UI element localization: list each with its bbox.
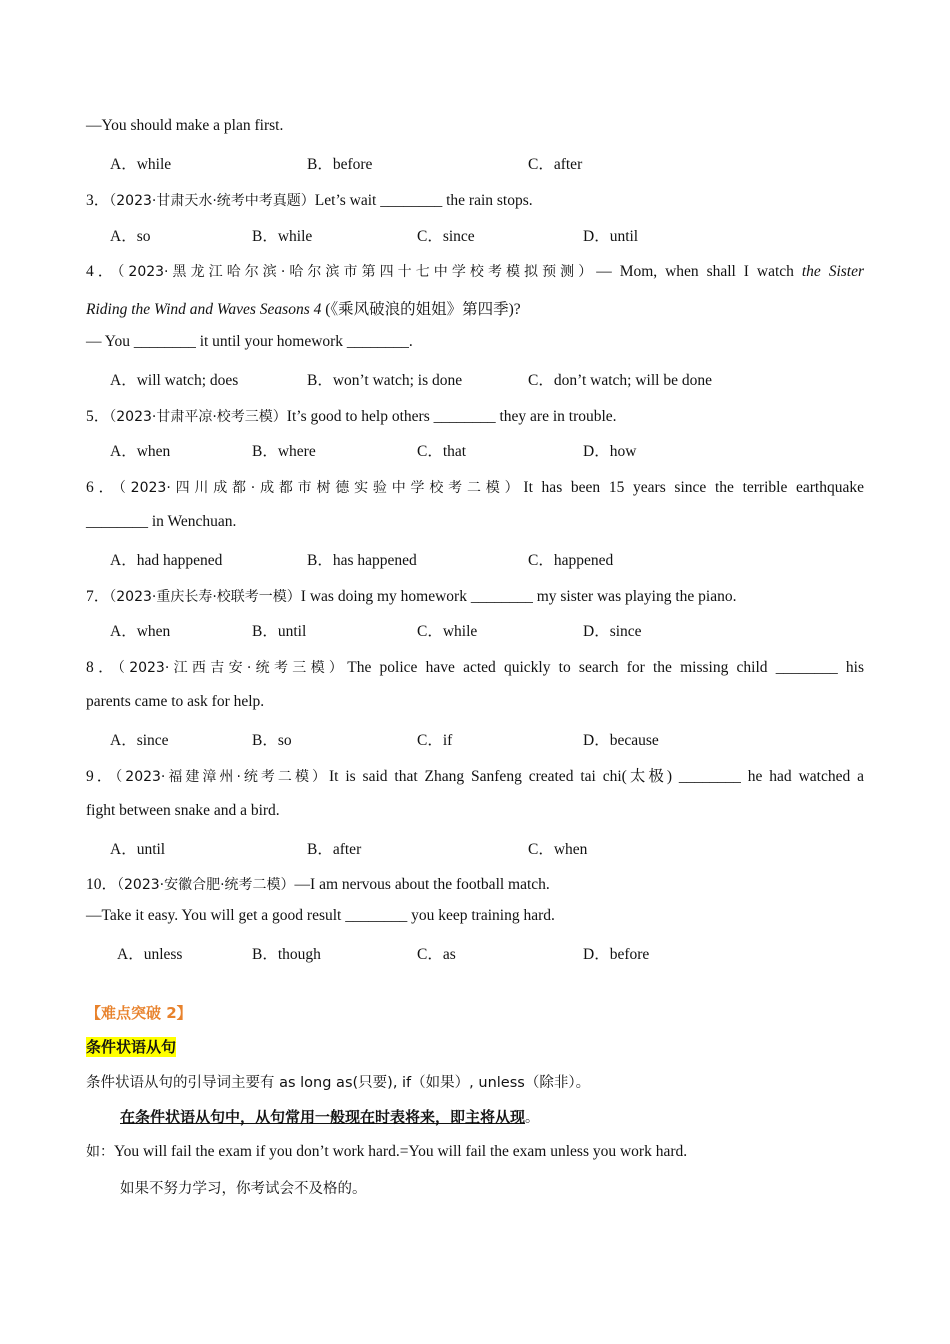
q10-stem: —I am nervous about the football match.	[294, 876, 550, 893]
example-prefix: 如：	[86, 1144, 114, 1160]
q7-source: （2023·重庆长寿·校联考一模）	[109, 589, 301, 605]
q3-option-b[interactable]: B．while	[252, 228, 313, 245]
q7-number: 7．	[86, 588, 110, 605]
q6-number: 6．	[86, 479, 119, 496]
section-rule-line	[120, 1106, 539, 1127]
q10-number: 10．	[86, 876, 118, 893]
q9-stem-line-1	[86, 764, 864, 786]
q6-stem-line-1	[86, 475, 864, 497]
q10-stem-line	[86, 872, 550, 894]
q4-title-b: Riding the Wind and Waves Seasons 4	[86, 301, 322, 318]
q4-source: （2023·黑龙江哈尔滨·哈尔滨市第四十七中学校考模拟预测）	[117, 264, 597, 280]
q5-source: （2023·甘肃平凉·校考三模）	[109, 409, 287, 425]
q4-title-a: the Sister	[801, 263, 864, 280]
q8-option-b[interactable]: B．so	[252, 732, 292, 749]
q6-option-c[interactable]: C．happened	[528, 552, 614, 569]
q3-option-c[interactable]: C．since	[417, 228, 475, 245]
q10-answer-line: —Take it easy. You will get a good result ________ you keep training hard.	[86, 907, 555, 924]
q4-stem-a: — Mom, when shall I watch	[596, 263, 802, 280]
q3-stem-line	[86, 188, 533, 210]
q3-option-a[interactable]: A．so	[110, 228, 151, 245]
q8-option-a[interactable]: A．since	[110, 732, 169, 749]
section-heading: 条件状语从句	[86, 1038, 177, 1056]
example-cn: 如果不努力学习，你考试会不及格的。	[120, 1181, 367, 1197]
q9-stem-line-2: fight between snake and a bird.	[86, 802, 280, 819]
q7-option-c[interactable]: C．while	[417, 623, 478, 640]
q6-option-b[interactable]: B．has happened	[307, 552, 417, 569]
section-example-line	[86, 1141, 687, 1161]
q10-option-c[interactable]: C．as	[417, 946, 456, 963]
section-rule: 在条件状语从句中，从句常用一般现在时表将来，即主将从现	[120, 1108, 526, 1126]
q3-stem: Let’s wait ________ the rain stops.	[314, 192, 533, 209]
q2-answer-line: —You should make a plan first.	[86, 117, 284, 134]
q8-stem-line-1	[86, 655, 864, 677]
q5-stem: It’s good to help others ________ they are in trouble.	[286, 408, 617, 425]
section-rule-end: 。	[525, 1110, 540, 1126]
q7-option-a[interactable]: A．when	[110, 623, 171, 640]
q4-stem-b: (《乘风破浪的姐姐》第四季)?	[321, 301, 521, 318]
q9-stem-a: It is said that Zhang Sanfeng created tai chi(太极) ________ he had watched a	[328, 768, 864, 785]
q7-option-d[interactable]: D．since	[583, 623, 642, 640]
q5-option-b[interactable]: B．where	[252, 443, 316, 460]
section-intro: 条件状语从句的引导词主要有 as long as(只要), if（如果）, unless（除非）。	[86, 1075, 591, 1091]
section-title: 【难点突破 2】	[86, 1004, 192, 1022]
q4-option-b[interactable]: B．won’t watch; is done	[307, 372, 463, 389]
q6-stem-line-2: ________ in Wenchuan.	[86, 513, 237, 530]
q4-answer-line: — You ________ it until your homework ________.	[86, 333, 413, 350]
q2-option-b[interactable]: B．before	[307, 156, 373, 173]
q4-stem-line-1	[86, 259, 864, 281]
q3-source: （2023·甘肃天水·统考中考真题）	[109, 193, 315, 209]
q10-option-a[interactable]: A．unless	[117, 946, 183, 963]
q4-stem-line-2	[86, 297, 521, 319]
q2-option-c[interactable]: C．after	[528, 156, 583, 173]
q3-option-d[interactable]: D．until	[583, 228, 639, 245]
q9-number: 9．	[86, 768, 116, 785]
q7-stem-line	[86, 584, 736, 606]
q2-option-a[interactable]: A．while	[110, 156, 172, 173]
q7-stem: I was doing my homework ________ my sister was playing the piano.	[300, 588, 737, 605]
q10-option-d[interactable]: D．before	[583, 946, 650, 963]
q8-stem-a: The police have acted quickly to search for the missing child ________ his	[347, 659, 864, 676]
q8-source: （2023·江西吉安·统考三模）	[117, 660, 348, 676]
q10-option-b[interactable]: B．though	[252, 946, 321, 963]
q10-source: （2023·安徽合肥·统考二模）	[117, 877, 295, 893]
q4-option-a[interactable]: A．will watch; does	[110, 372, 239, 389]
section-heading-wrap	[86, 1036, 176, 1057]
q8-option-c[interactable]: C．if	[417, 732, 453, 749]
q4-option-c[interactable]: C．don’t watch; will be done	[528, 372, 712, 389]
q9-source: （2023·福建漳州·统考二模）	[115, 769, 329, 785]
q5-stem-line	[86, 404, 617, 426]
q6-source: （2023·四川成都·成都市树德实验中学校考二模）	[118, 480, 524, 496]
q5-option-a[interactable]: A．when	[110, 443, 171, 460]
q3-number: 3．	[86, 192, 110, 209]
q7-option-b[interactable]: B．until	[252, 623, 307, 640]
example-en: You will fail the exam if you don’t work hard.=You will fail the exam unless you work hard.	[114, 1143, 688, 1160]
q8-number: 8．	[86, 659, 118, 676]
q5-option-d[interactable]: D．how	[583, 443, 637, 460]
q5-number: 5．	[86, 408, 110, 425]
q5-option-c[interactable]: C．that	[417, 443, 467, 460]
q9-option-a[interactable]: A．until	[110, 841, 166, 858]
q4-number: 4．	[86, 263, 118, 280]
q8-option-d[interactable]: D．because	[583, 732, 659, 749]
q9-option-c[interactable]: C．when	[528, 841, 588, 858]
q9-option-b[interactable]: B．after	[307, 841, 362, 858]
q6-option-a[interactable]: A．had happened	[110, 552, 223, 569]
q8-stem-line-2: parents came to ask for help.	[86, 693, 265, 710]
q6-stem-a: It has been 15 years since the terrible earthquake	[523, 479, 864, 496]
